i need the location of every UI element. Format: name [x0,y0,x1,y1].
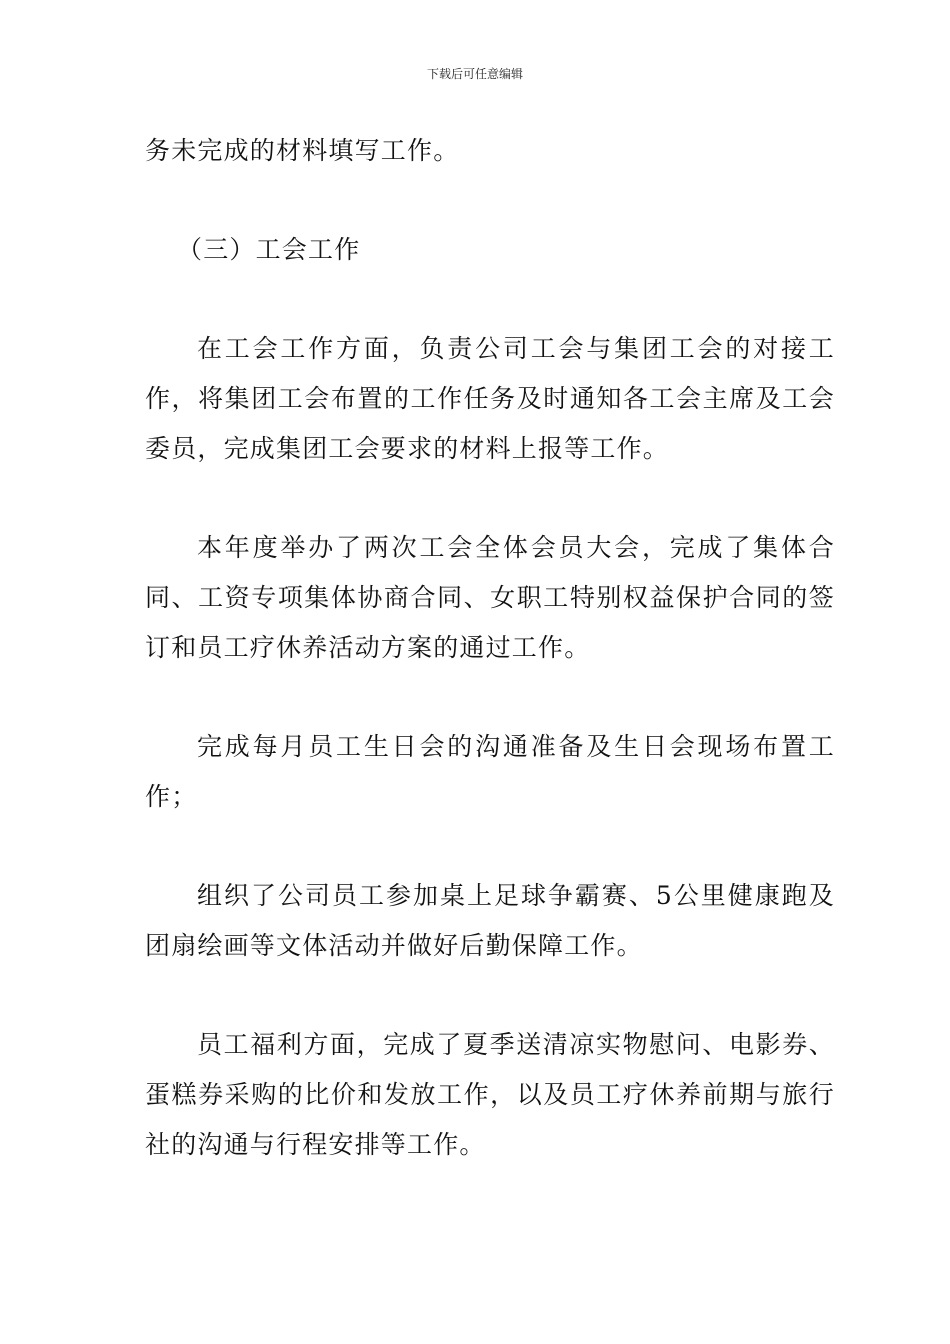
paragraph-union-liaison: 在工会工作方面，负责公司工会与集团工会的对接工作，将集团工会布置的工作任务及时通知各工会主席及工会委员，完成集团工会要求的材料上报等工作。 [145,334,835,463]
paragraph-birthday-party: 完成每月员工生日会的沟通准备及生日会现场布置工作； [145,732,835,811]
paragraph-employee-welfare: 员工福利方面，完成了夏季送清凉实物慰问、电影券、蛋糕券采购的比价和发放工作，以及员工疗休养前期与旅行社的沟通与行程安排等工作。 [145,1030,835,1159]
paragraph-sports-activities: 组织了公司员工参加桌上足球争霸赛、5公里健康跑及团扇绘画等文体活动并做好后勤保障工作。 [145,881,835,960]
document-body [145,126,835,1170]
page-header: 下载后可任意编辑 [426,67,523,81]
section-heading: （三）工会工作 [177,235,361,264]
paragraph-continuation: 务未完成的材料填写工作。 [145,136,460,165]
paragraph-member-congress: 本年度举办了两次工会全体会员大会，完成了集体合同、工资专项集体协商合同、女职工特别权益保护合同的签订和员工疗休养活动方案的通过工作。 [145,533,835,662]
